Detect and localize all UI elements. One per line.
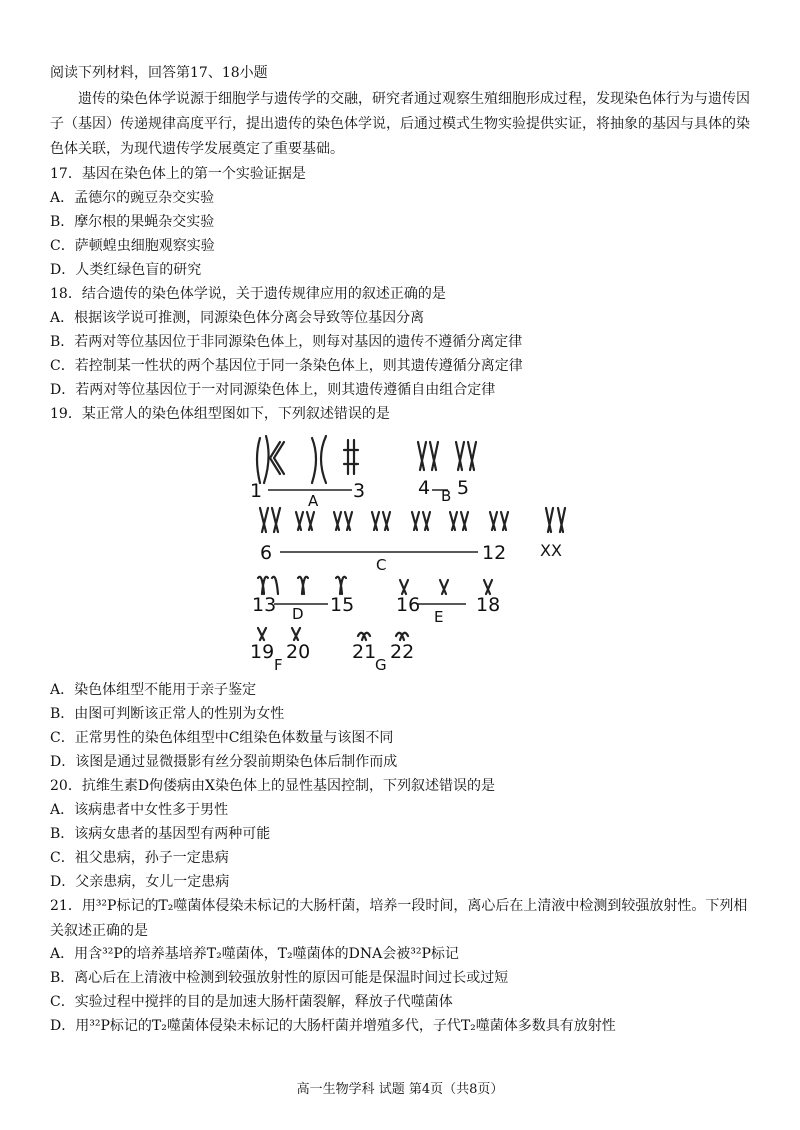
label-1: 1 [250,480,263,502]
label-15: 15 [330,594,355,616]
q18-option-c: C．若控制某一性状的两个基因位于同一条染色体上，则其遗传遵循分离定律 [50,358,523,374]
q20-stem: 20．抗维生素D佝偻病由X染色体上的显性基因控制，下列叙述错误的是 [50,778,496,794]
group-label-b: B [441,487,452,505]
q18-option-b: B．若两对等位基因位于非同源染色体上，则每对基因的遗传不遵循分离定律 [50,334,523,350]
q20-option-c: C．祖父患病，孙子一定患病 [50,850,229,866]
label-12: 12 [482,542,507,564]
q21-option-c: C．实验过程中搅拌的目的是加速大肠杆菌裂解，释放子代噬菌体 [50,994,453,1010]
q18-stem: 18．结合遗传的染色体学说，关于遗传规律应用的叙述正确的是 [50,286,446,302]
q20-option-a: A．该病患者中女性多于男性 [50,802,229,818]
page-footer: 高一生物学科 试题 第4页（共8页） [296,1082,504,1097]
q18-option-a: A．根据该学说可推测，同源染色体分离会导致等位基因分离 [50,310,425,326]
q19-option-d: D．该图是通过显微摄影有丝分裂前期染色体后制作而成 [50,754,398,770]
label-4: 4 [418,477,431,499]
label-18: 18 [476,594,501,616]
q19-option-c: C．正常男性的染色体组型中C组染色体数量与该图不同 [50,730,394,746]
q21-stem: 21．用³²P标记的T₂噬菌体侵染未标记的大肠杆菌，培养一段时间，离心后在上清液中检测到较强放射性。下列相关叙述正确的是 [50,898,748,939]
q19-stem: 19．某正常人的染色体组型图如下，下列叙述错误的是 [50,406,390,422]
label-22: 22 [390,641,415,663]
q19-option-b: B．由图可判断该正常人的性别为女性 [50,706,285,722]
group-label-d: D [292,605,304,623]
reading-lead: 阅读下列材料，回答第17、18小题 [50,65,268,81]
label-19: 19 [250,641,275,663]
q19-option-a: A．染色体组型不能用于亲子鉴定 [50,682,257,698]
label-20: 20 [286,641,311,663]
karyotype-figure [240,428,580,676]
group-label-a: A [308,492,319,510]
q17-option-c: C．萨顿蝗虫细胞观察实验 [50,238,215,254]
group-label-c: C [376,556,387,574]
q21-option-b: B．离心后在上清液中检测到较强放射性的原因可能是保温时间过长或过短 [50,970,509,986]
group-lines [268,490,478,604]
label-16: 16 [396,594,421,616]
label-13: 13 [252,594,277,616]
group-label-g: G [375,656,387,674]
q21-option-d: D．用³²P标记的T₂噬菌体侵染未标记的大肠杆菌并增殖多代，子代T₂噬菌体多数具有放射性 [50,1018,616,1034]
group-label-f: F [274,656,283,674]
label-6: 6 [260,542,273,564]
sex-chromosome-label: XX [540,541,562,560]
label-3: 3 [353,480,366,502]
q17-option-b: B．摩尔根的果蝇杂交实验 [50,214,215,230]
q17-stem: 17．基因在染色体上的第一个实验证据是 [50,166,306,182]
q17-option-a: A．孟德尔的豌豆杂交实验 [50,190,215,206]
reading-passage: 遗传的染色体学说源于细胞学与遗传学的交融，研究者通过观察生殖细胞形成过程，发现染色体行为与遗传因子（基因）传递规律高度平行，提出遗传的染色体学说，后通过模式生物实验提供实证，将抽象的基因与具体的染色体关联，为现代遗传学发展奠定了重要基础。 [50,91,750,157]
q17-option-d: D．人类红绿色盲的研究 [50,262,202,278]
label-21: 21 [352,641,377,663]
q21-option-a: A．用含³²P的培养基培养T₂噬菌体，T₂噬菌体的DNA会被³²P标记 [50,946,459,962]
q18-option-d: D．若两对等位基因位于一对同源染色体上，则其遗传遵循自由组合定律 [50,382,496,398]
group-label-e: E [434,608,444,626]
label-5: 5 [457,477,470,499]
q20-option-b: B．该病女患者的基因型有两种可能 [50,826,271,842]
group-c-glyphs [260,508,565,532]
q20-option-d: D．父亲患病，女儿一定患病 [50,874,230,890]
